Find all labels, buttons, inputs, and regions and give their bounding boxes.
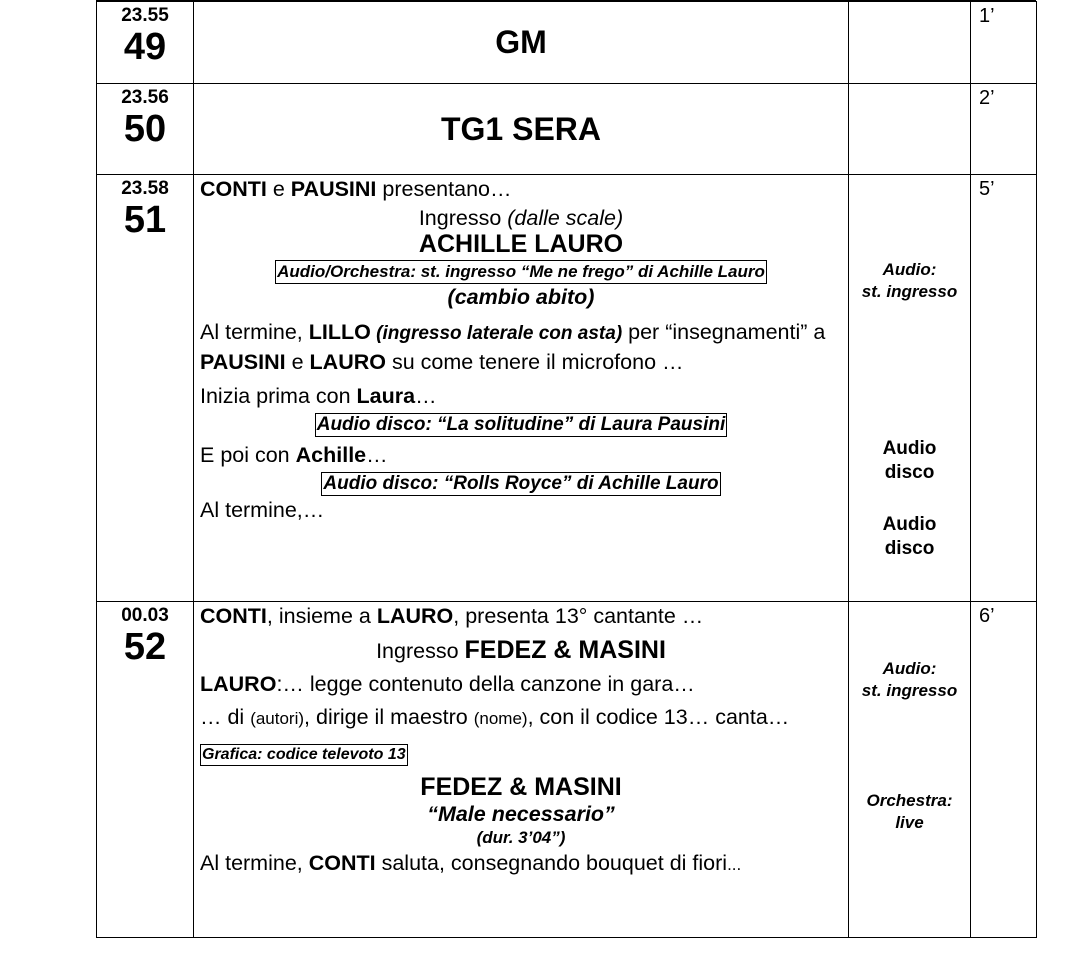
segment-title: TG1 SERA [440, 110, 602, 147]
cue-text: Audio: [882, 659, 937, 678]
rundown-table [96, 1, 1037, 938]
item-number: 50 [123, 108, 167, 150]
duration-cell [971, 2, 1037, 84]
text: ... [727, 855, 742, 874]
audio-cue-box: Audio disco: “La solitudine” di Laura Pausini [316, 414, 726, 435]
duration-label: 1’ [979, 5, 995, 27]
audio-box-row [200, 411, 842, 437]
cue-label [849, 259, 970, 303]
cue-label [849, 658, 970, 702]
song-duration: (dur. 3’04”) [476, 828, 566, 847]
host-name: CONTI [308, 851, 376, 875]
text: , insieme a [266, 604, 377, 628]
host-name: PAUSINI [200, 350, 286, 374]
time-cell [97, 602, 194, 938]
cue-label [849, 790, 970, 834]
content-cell [194, 2, 849, 84]
time-label: 23.58 [121, 178, 169, 199]
time-label: 23.55 [121, 5, 169, 26]
audio-box-row [200, 470, 842, 496]
text: e [266, 177, 291, 201]
cue-label [849, 513, 970, 561]
performer-name: Achille [295, 443, 367, 467]
cue-text: disco [884, 462, 935, 483]
table-row [97, 175, 1037, 602]
audio-cue-box: Audio disco: “Rolls Royce” di Achille Lauro [323, 473, 719, 494]
cue-text: Audio [882, 438, 937, 459]
intro-line [200, 177, 842, 202]
segment-title: GM [495, 24, 547, 60]
cue-text: Orchestra: [866, 791, 953, 810]
paragraph [200, 318, 842, 376]
performer-name: LILLO [308, 320, 371, 344]
song-title: “Male necessario” [427, 802, 615, 826]
host-name: CONTI [200, 177, 267, 201]
host-name: LAURO [200, 672, 277, 696]
paragraph [200, 851, 842, 877]
duration-cell [971, 175, 1037, 602]
time-cell [97, 175, 194, 602]
item-number: 51 [123, 199, 167, 241]
host-name: LAURO [376, 604, 454, 628]
cue-cell [849, 84, 971, 175]
text: Inizia prima con [200, 384, 357, 408]
entrance-line [200, 638, 842, 664]
text: e [285, 350, 310, 374]
table-row [97, 84, 1037, 175]
text: E poi con [200, 443, 296, 467]
cue-text: disco [884, 538, 935, 559]
graphics-cue-box: Grafica: codice televoto 13 [200, 744, 408, 766]
performer-name: Laura [356, 384, 416, 408]
paragraph [200, 384, 842, 409]
time-label: 23.56 [121, 87, 169, 108]
cue-text: live [895, 813, 924, 832]
audio-box-row [200, 258, 842, 284]
text: … [415, 384, 437, 408]
entrance-line [200, 206, 842, 231]
text: … [366, 443, 388, 467]
cue-cell [849, 602, 971, 938]
item-number: 52 [123, 626, 167, 668]
time-cell [97, 84, 194, 175]
duration-label: 6’ [979, 605, 995, 627]
paragraph: Al termine,… [200, 498, 325, 522]
table-row [97, 2, 1037, 84]
artist-name: FEDEZ & MASINI [420, 773, 622, 801]
note: (dalle scale) [507, 206, 624, 230]
cue-text: Audio [882, 514, 937, 535]
cue-label [849, 437, 970, 485]
duration-label: 2’ [979, 87, 995, 109]
host-name: CONTI [200, 604, 267, 628]
duration-label: 5’ [979, 178, 995, 200]
content-cell [194, 602, 849, 938]
duration-cell [971, 602, 1037, 938]
paragraph [200, 705, 842, 731]
content-cell [194, 175, 849, 602]
text: Al termine, [200, 851, 309, 875]
text: , presenta 13° cantante … [453, 604, 704, 628]
host-name: PAUSINI [290, 177, 377, 201]
cue-text: st. ingresso [861, 681, 958, 700]
note: (ingresso laterale con asta) [370, 323, 623, 344]
text: per “insegnamenti” a [622, 320, 826, 344]
content-cell [194, 84, 849, 175]
intro-line [200, 604, 842, 629]
text: Ingresso [418, 206, 508, 230]
table-row [97, 602, 1037, 938]
time-label: 00.03 [121, 605, 169, 626]
artist-name: FEDEZ & MASINI [464, 636, 666, 664]
text: Al termine, [200, 320, 309, 344]
host-name: LAURO [309, 350, 386, 374]
text: , dirige il maestro [304, 705, 474, 729]
placeholder-note: (autori) [250, 709, 305, 728]
text: presentano… [376, 177, 512, 201]
cue-text: Audio: [882, 260, 937, 279]
text: saluta, consegnando bouquet di fiori [375, 851, 728, 875]
cue-text: st. ingresso [861, 282, 958, 301]
duration-cell [971, 84, 1037, 175]
graphics-box-row [200, 740, 842, 766]
item-number: 49 [123, 26, 167, 68]
artist-name: ACHILLE LAURO [418, 230, 624, 258]
time-cell [97, 2, 194, 84]
text: :… legge contenuto della canzone in gara… [276, 672, 695, 696]
audio-cue-box: Audio/Orchestra: st. ingresso “Me ne frego” di Achille Lauro [275, 260, 767, 284]
text: , con il codice 13… canta… [527, 705, 790, 729]
paragraph [200, 443, 842, 468]
cue-cell [849, 175, 971, 602]
placeholder-note: (nome) [473, 709, 528, 728]
text: Ingresso [376, 639, 465, 663]
cue-cell [849, 2, 971, 84]
costume-change-note: (cambio abito) [447, 285, 595, 309]
text: su come tenere il microfono … [385, 350, 684, 374]
text: … di [200, 705, 251, 729]
paragraph [200, 672, 842, 697]
